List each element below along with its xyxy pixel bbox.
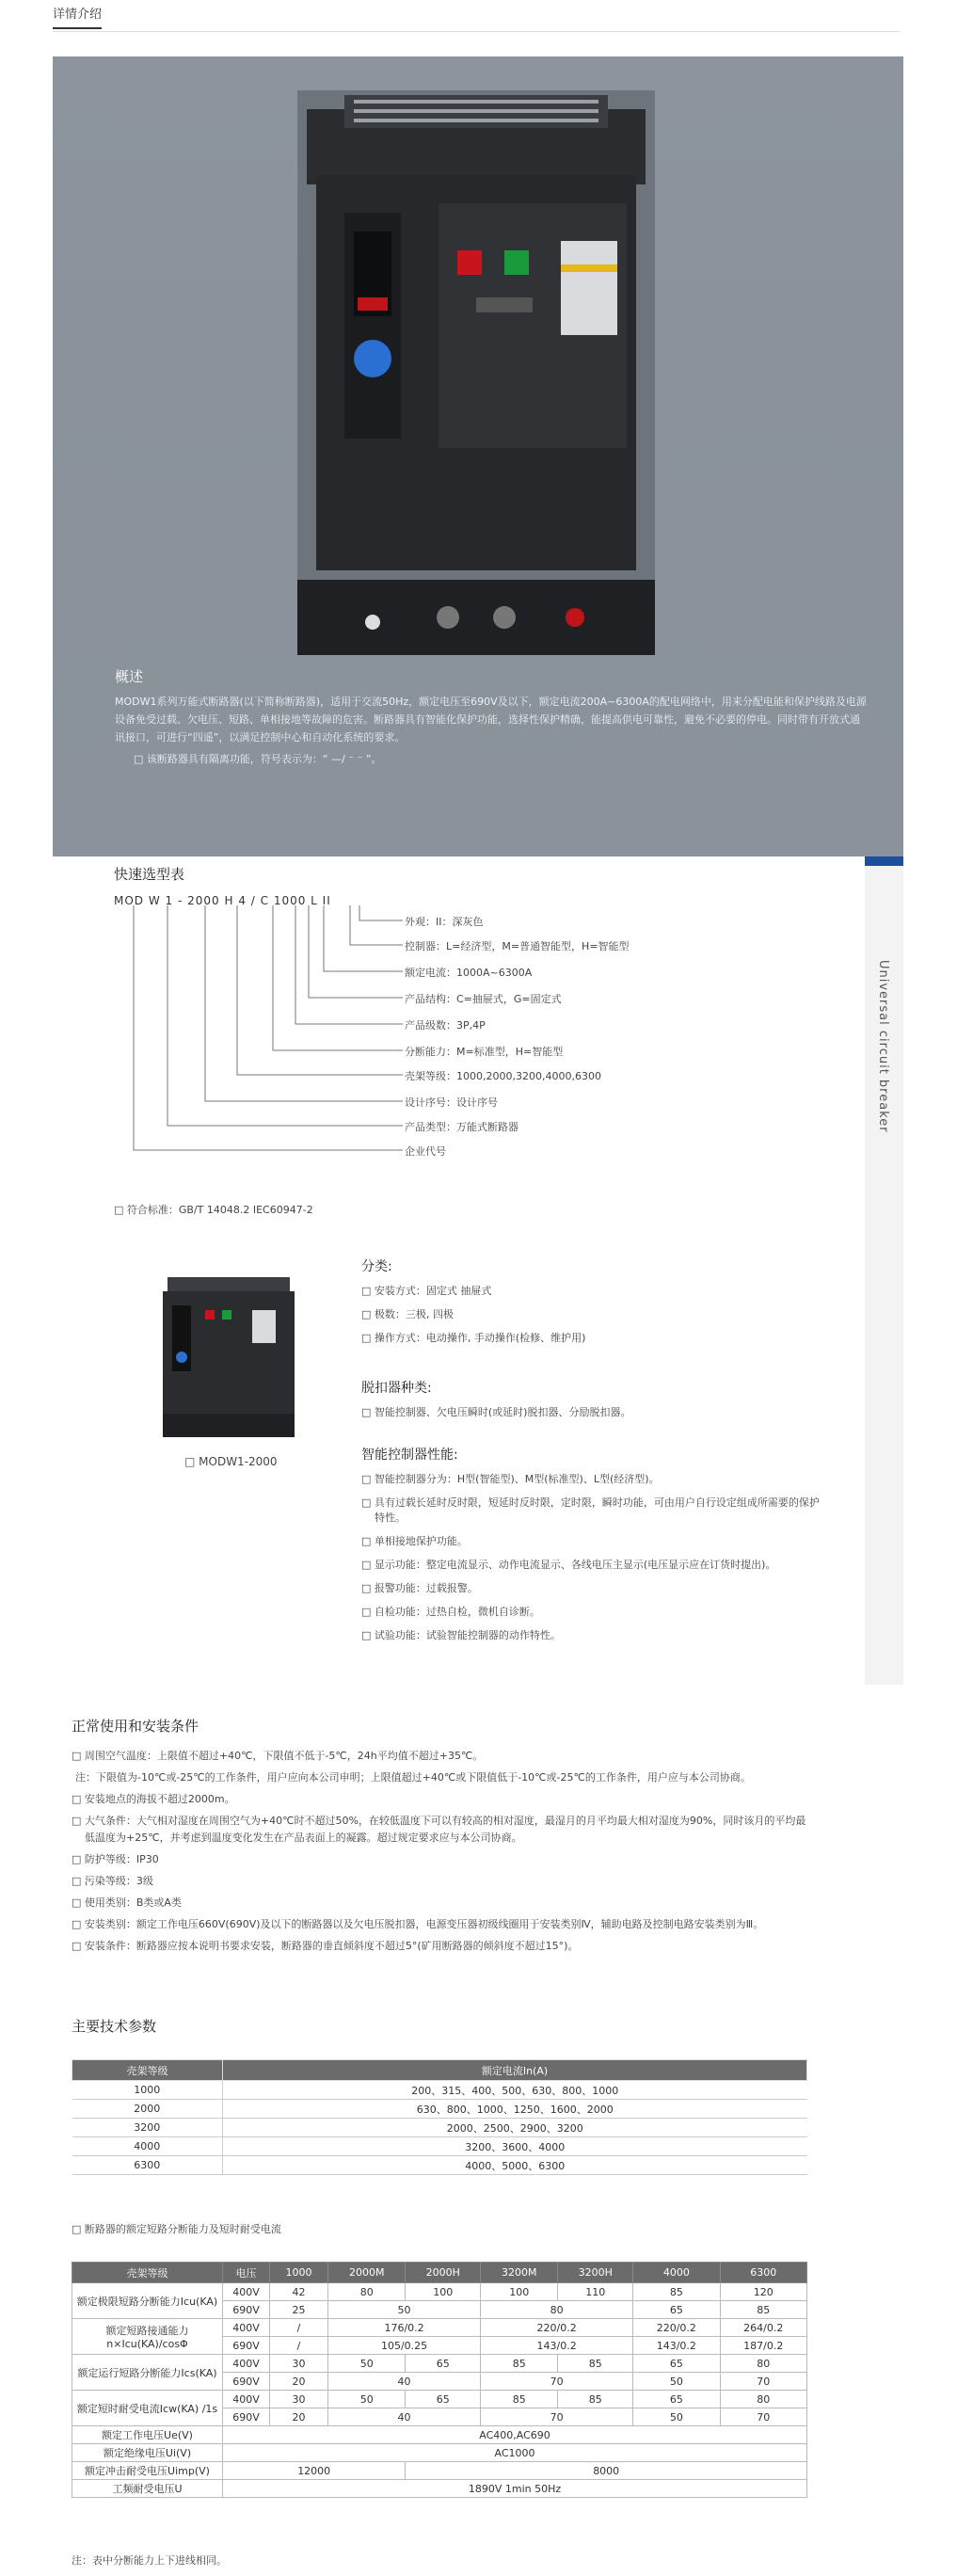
list-item: □ 操作方式：电动操作, 手动操作(检修、维护用) [361,1332,586,1344]
hero-banner [53,56,903,856]
list-item: □ 具有过载长延时反时限，短延时反时限，定时限，瞬时功能，可由用户自行设定组成所需要的保护特性。 [361,1496,820,1524]
cell: 200、315、400、500、630、800、1000 [223,2081,807,2100]
cell: AC1000 [223,2444,807,2462]
cell: 85 [720,2301,806,2319]
table-row [72,2462,807,2480]
overview-isolation: □ 该断路器具有隔离功能，符号表示为：“ —/ ⁻ ⁻ ”。 [134,753,382,765]
specs-table [72,2059,807,2175]
selection-label: 产品级数：3P,4P [405,1019,486,1032]
cell: 80 [481,2301,633,2319]
conditions-title: 正常使用和安装条件 [72,1718,199,1735]
classification-title: 分类: [361,1259,392,1274]
list-item: □ 智能控制器、欠电压瞬时(或延时)脱扣器、分励脱扣器。 [361,1406,631,1418]
row-label: 额定短路接通能力n×Icu(KA)/cosΦ [72,2319,223,2355]
selection-label: 壳架等级：1000,2000,3200,4000,6300 [405,1070,601,1082]
list-item: □ 极数：三极, 四极 [361,1308,454,1320]
table-header: 6300 [720,2263,806,2283]
list-item: □ 污染等级：3级 [72,1875,153,1887]
cell: 40 [328,2408,481,2426]
table-header: 1000 [270,2263,328,2283]
table-row [72,2426,807,2444]
list-item: □ 试验功能：试验智能控制器的动作特性。 [361,1629,561,1641]
cell: 120 [720,2283,806,2301]
selection-label: 企业代号 [405,1145,446,1158]
classification-block [361,1259,585,1354]
table-header: 额定电流In(A) [223,2060,807,2081]
cell: 400V [223,2355,270,2373]
table-row [72,2137,807,2156]
cell: 65 [633,2391,720,2408]
table-header: 4000 [633,2263,720,2283]
cell: 400V [223,2391,270,2408]
cell: 400V [223,2319,270,2337]
list-item: □ 安装类别：额定工作电压660V(690V)及以下的断路器以及欠电压脱扣器，电源变压器初级线圈用于安装类别Ⅳ，辅助电路及控制电路安装类别为Ⅲ。 [72,1918,764,1930]
specs-title: 主要技术参数 [72,2018,157,2035]
cell: 630、800、1000、1250、1600、2000 [223,2100,807,2119]
cell: 105/0.25 [328,2337,481,2355]
table-row [72,2444,807,2462]
table-header: 2000H [406,2263,481,2283]
table-header: 3200M [481,2263,558,2283]
breaking-note: □ 断路器的额定短路分断能力及短时耐受电流 [72,2223,281,2235]
cell: 85 [481,2355,558,2373]
cell: 1890V 1min 50Hz [223,2480,807,2498]
cell: 2000 [72,2100,223,2119]
cell: 30 [270,2355,328,2373]
cell: 50 [328,2355,406,2373]
cell: 400V [223,2283,270,2301]
cell: 690V [223,2337,270,2355]
cell: 20 [270,2373,328,2391]
cell: 85 [481,2391,558,2408]
row-label: 额定短时耐受电流Icw(KA) /1s [72,2391,223,2426]
list-item: □ 使用类别：B类或A类 [72,1896,182,1909]
cell: 30 [270,2391,328,2408]
list-item: □ 显示功能：整定电流显示、动作电流显示、各线电压主显示(电压显示应在订货时提出)。 [361,1559,776,1571]
selection-label: 额定电流：1000A~6300A [405,967,533,979]
cell: 65 [406,2355,481,2373]
cell: / [270,2319,328,2337]
table-row [72,2480,807,2498]
row-label: 额定极限短路分断能力Icu(KA) [72,2283,223,2319]
overview-title: 概述 [115,668,144,685]
cell: 4000、5000、6300 [223,2156,807,2175]
table-row [72,2319,807,2337]
cell: 110 [558,2283,633,2301]
row-label: 额定工作电压Ue(V) [72,2426,223,2444]
table-row [72,2119,807,2137]
overview-text: MODW1系列万能式断路器(以下简称断路器)，适用于交流50Hz，额定电压至690V及以下，额定电流200A~6300A的配电网络中，用来分配电能和保护线路及电源设备免受过载、欠电压、短路、单相接地等故障的危害。断路器具有智能化保护功能，选择性保护精确，能提高供电可靠性，避免不必要的停电。同时带有开放式通讯接口，可进行“四遥”，以满足控制中心和自动化系统的要求。 [115,696,867,744]
list-item: □ 自检功能：过热自检，微机自诊断。 [361,1606,540,1618]
cell: 70 [720,2408,806,2426]
cell: 8000 [406,2462,807,2480]
list-item: □ 智能控制器分为：H型(智能型)、M型(标准型)、L型(经济型)。 [361,1473,660,1485]
cell: 25 [270,2301,328,2319]
selection-title: 快速选型表 [114,866,185,883]
product-caption: □ MODW1-2000 [184,1455,278,1468]
cell: 65 [633,2355,720,2373]
cell: 70 [481,2373,633,2391]
breaker-image [288,90,664,655]
cell: 6300 [72,2156,223,2175]
cell: 3200、3600、4000 [223,2137,807,2156]
cell: 85 [633,2283,720,2301]
list-item: □ 周围空气温度：上限值不超过+40℃，下限值不低于-5℃，24h平均值不超过+35℃。 [72,1750,484,1762]
cell: 220/0.2 [633,2319,720,2337]
cell: 85 [558,2355,633,2373]
cell: 40 [328,2373,481,2391]
cell: 70 [481,2408,633,2426]
row-label: 工频耐受电压U [72,2480,223,2498]
row-label: 额定冲击耐受电压Uimp(V) [72,2462,223,2480]
row-label: 额定运行短路分断能力Ics(KA) [72,2355,223,2391]
cell: 20 [270,2408,328,2426]
cell: 50 [633,2373,720,2391]
cell: 1000 [72,2081,223,2100]
cell: 264/0.2 [720,2319,806,2337]
cell: 3200 [72,2119,223,2137]
selection-label: 设计序号：设计序号 [405,1096,498,1109]
row-label: 额定绝缘电压Ui(V) [72,2444,223,2462]
list-item: □ 安装条件：断路器应按本说明书要求安装，断路器的垂直倾斜度不超过5°(矿用断路器的倾斜度不超过15°)。 [72,1940,579,1952]
cell: 80 [720,2355,806,2373]
table-header: 2000M [328,2263,406,2283]
cell: 50 [328,2301,481,2319]
cell: 80 [328,2283,406,2301]
cell: 85 [558,2391,633,2408]
tab-bar [0,0,957,34]
list-item: □ 单相接地保护功能。 [361,1535,468,1547]
table-row [72,2391,807,2408]
cell: 50 [633,2408,720,2426]
side-panel [865,856,903,1685]
table-row [72,2355,807,2373]
cell: AC400,AC690 [223,2426,807,2444]
cell: 65 [406,2391,481,2408]
table-row [72,2156,807,2175]
controller-block [361,1448,822,1652]
controller-title: 智能控制器性能: [361,1448,458,1463]
release-block [361,1381,630,1429]
cell: 12000 [223,2462,406,2480]
breaking-table [72,2262,807,2498]
tab-details[interactable]: 详情介绍 [53,4,102,29]
cell: 100 [406,2283,481,2301]
side-accent [865,856,903,866]
model-code: MOD W 1 - 2000 H 4 / C 1000 L II [114,894,331,907]
cell: 65 [633,2301,720,2319]
selection-label: 产品类型：万能式断路器 [405,1121,518,1133]
table-header: 电压 [223,2263,270,2283]
list-item: □ 安装地点的海拔不超过2000m。 [72,1793,235,1805]
list-item: □ 报警功能：过载报警。 [361,1582,478,1594]
table-row [72,2081,807,2100]
selection-label: 分断能力：M=标准型，H=智能型 [405,1046,564,1058]
selection-tree [111,904,431,1176]
cell: 220/0.2 [481,2319,633,2337]
cell: 100 [481,2283,558,2301]
cell: 690V [223,2301,270,2319]
conditions-list [72,1748,815,1960]
selection-label: 外观：II：深灰色 [405,916,484,928]
product-thumbnail [158,1272,299,1440]
cell: / [270,2337,328,2355]
tab-divider [53,31,901,32]
cell: 690V [223,2408,270,2426]
cell: 690V [223,2373,270,2391]
cell: 70 [720,2373,806,2391]
cell: 4000 [72,2137,223,2156]
cell: 80 [720,2391,806,2408]
cell: 143/0.2 [481,2337,633,2355]
table-row [72,2283,807,2301]
release-title: 脱扣器种类: [361,1381,432,1396]
selection-label: 产品结构：C=抽屉式，G=固定式 [405,993,562,1005]
cell: 2000、2500、2900、3200 [223,2119,807,2137]
footnote: 注：表中分断能力上下进线相同。 [72,2554,227,2567]
list-item: □ 安装方式：固定式 抽屉式 [361,1285,492,1297]
list-item: □ 防护等级：IP30 [72,1853,159,1865]
table-header: 壳架等级 [72,2060,223,2081]
table-header: 3200H [558,2263,633,2283]
cell: 50 [328,2391,406,2408]
list-item: 注：下限值为-10℃或-25℃的工作条件，用户应向本公司申明；上限值超过+40℃或下限值低于-10℃或-25℃的工作条件，用户应与本公司协商。 [75,1771,751,1784]
cell: 176/0.2 [328,2319,481,2337]
cell: 42 [270,2283,328,2301]
cell: 187/0.2 [720,2337,806,2355]
table-row [72,2100,807,2119]
selection-label: 控制器：L=经济型，M=普通智能型，H=智能型 [405,940,630,952]
table-header: 壳架等级 [72,2263,223,2283]
standards: □ 符合标准：GB/T 14048.2 IEC60947-2 [114,1204,313,1216]
list-item: □ 大气条件：大气相对湿度在周围空气为+40℃时不超过50%，在较低温度下可以有较高的相对湿度，最湿月的月平均最大相对湿度为90%，同时该月的平均最低温度为+25℃，并考虑到温度变化发生在产品表面上的凝露。超过规定要求应与本公司协商。 [72,1815,806,1844]
side-title: Universal circuit breaker [876,960,890,1133]
cell: 143/0.2 [633,2337,720,2355]
